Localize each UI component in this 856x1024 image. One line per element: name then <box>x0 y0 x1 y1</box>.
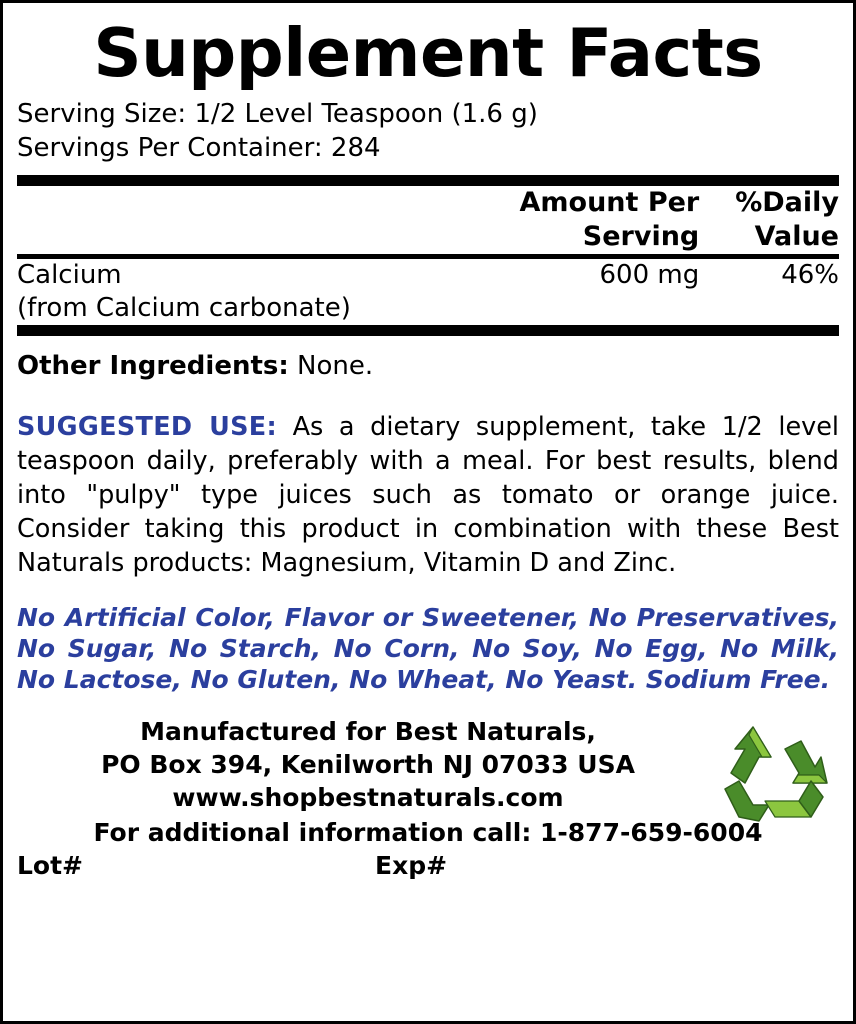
divider-thick-top <box>17 175 839 186</box>
serving-size-line: Serving Size: 1/2 Level Teaspoon (1.6 g) <box>17 99 538 129</box>
divider-thick-bottom <box>17 325 839 336</box>
nutrient-daily-value: 46% <box>781 260 839 290</box>
suggested-use <box>17 410 839 580</box>
manufactured-for-line: Manufactured for Best Naturals, <box>140 717 596 746</box>
daily-value-header <box>699 186 839 254</box>
nutrient-name: Calcium <box>17 260 122 290</box>
daily-value-header-line2: Value <box>754 221 839 252</box>
suggested-use-text: As a dietary supplement, take 1/2 level teaspoon daily, preferably with a meal. For best results, blend into "pulpy" type juices such as tomato or orange juice. Consider taking this product in combination with these Best Naturals products: Magnesium, Vitamin D and Zinc. <box>17 412 840 578</box>
other-ingredients <box>17 350 839 382</box>
footer <box>17 715 839 881</box>
amount-per-serving-header-line2: Serving <box>582 221 700 252</box>
table-header-row <box>17 186 839 254</box>
address-line: PO Box 394, Kenilworth NJ 07033 USA <box>101 750 635 779</box>
table-row <box>17 259 839 292</box>
recycle-icon <box>715 721 835 825</box>
page-title: Supplement Facts <box>93 14 763 92</box>
free-from-claims: No Artificial Color, Flavor or Sweetener, No Preservatives, No Sugar, No Starch, No Corn, No Soy, No Egg, No Milk, No Lactose, No Gluten, No Wheat, No Yeast. Sodium Free. <box>17 603 839 694</box>
amount-per-serving-header <box>477 186 699 254</box>
exp-label: Exp# <box>375 851 448 880</box>
nutrient-amount: 600 mg <box>599 260 700 290</box>
phone-line: For additional information call: 1-877-659-6004 <box>93 818 763 847</box>
other-ingredients-value: None. <box>297 351 374 381</box>
lot-exp-line <box>17 851 839 881</box>
amount-per-serving-header-line1: Amount Per <box>519 187 700 218</box>
other-ingredients-label: Other Ingredients: <box>17 351 289 381</box>
table-row-source <box>17 292 839 325</box>
nutrition-table <box>17 186 839 254</box>
daily-value-header-line1: %Daily <box>735 187 839 218</box>
servings-per-container-line: Servings Per Container: 284 <box>17 133 381 163</box>
suggested-use-label: SUGGESTED USE: <box>17 412 277 442</box>
nutrient-source: (from Calcium carbonate) <box>17 293 351 323</box>
nutrient-rows <box>17 259 839 325</box>
lot-label: Lot# <box>17 851 84 880</box>
website-line[interactable]: www.shopbestnaturals.com <box>172 783 564 812</box>
